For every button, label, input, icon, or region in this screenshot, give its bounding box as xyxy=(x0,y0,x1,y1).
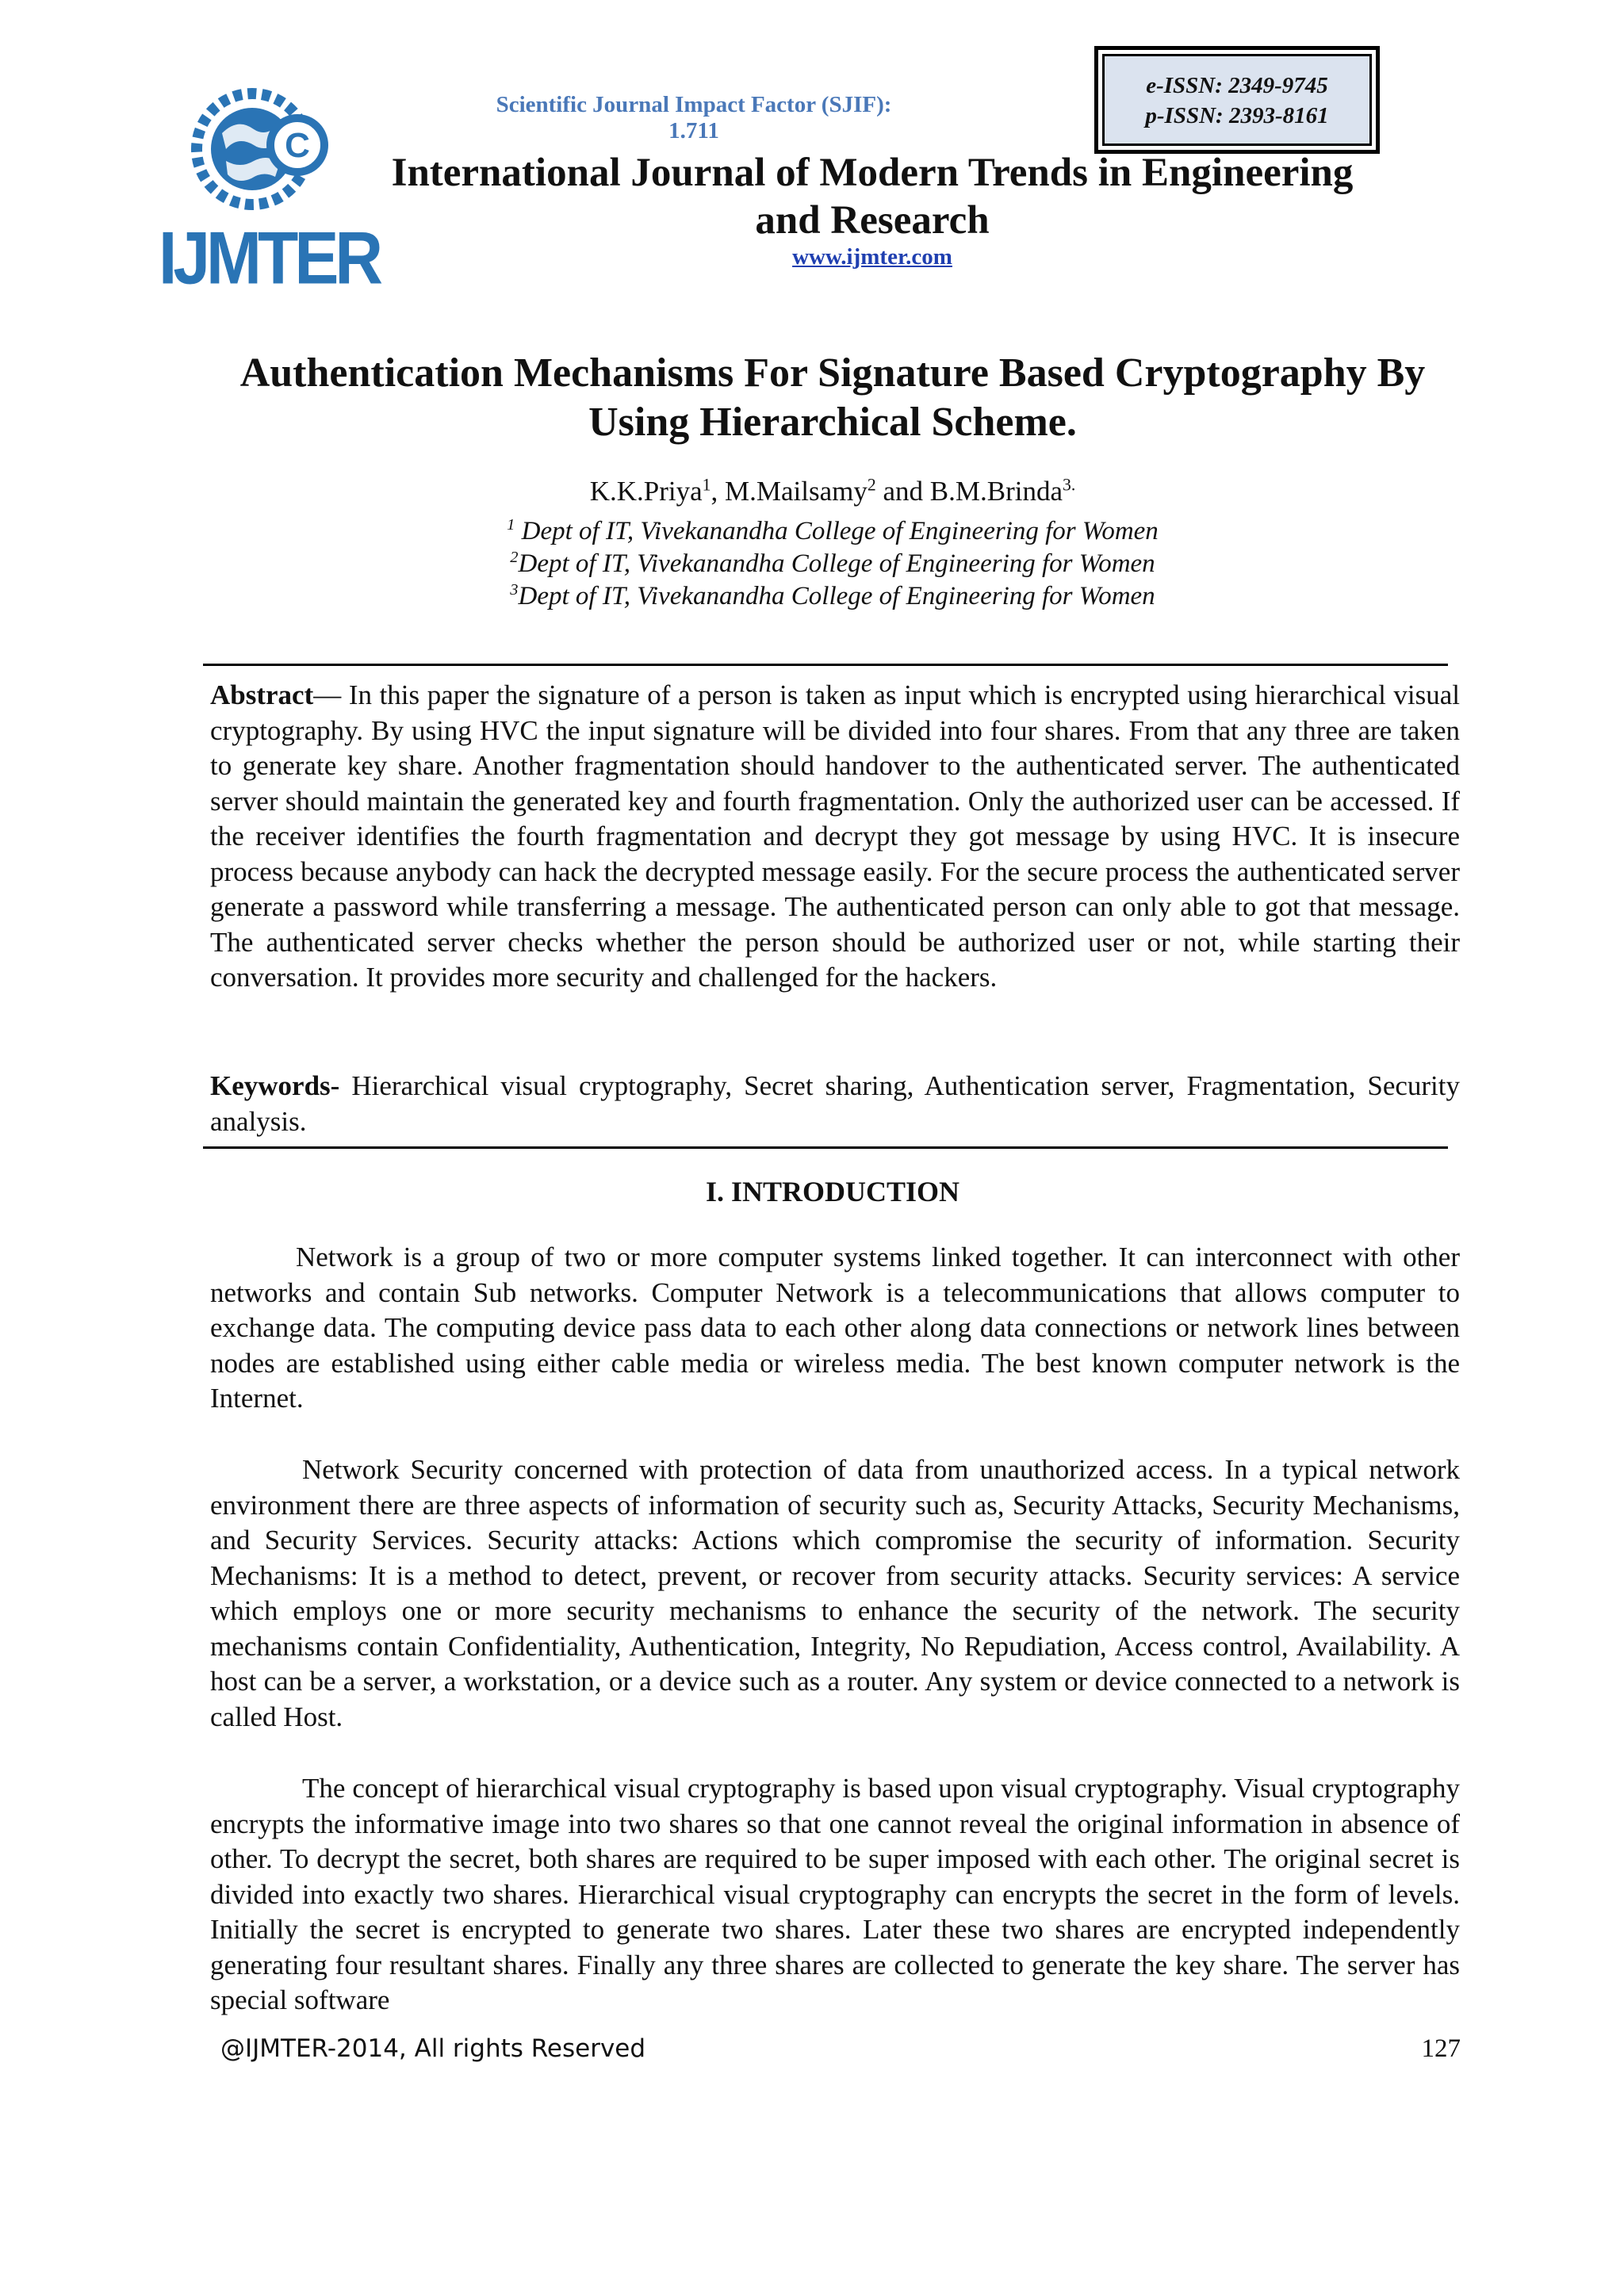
affiliation-2-sup: 2 xyxy=(510,549,519,566)
abstract xyxy=(210,678,1460,996)
abstract-label: Abstract xyxy=(210,679,314,710)
affiliation-1-text: Dept of IT, Vivekanandha College of Engineering for Women xyxy=(515,517,1159,545)
author-list xyxy=(159,474,1507,509)
affiliation-2-text: Dept of IT, Vivekanandha College of Engineering for Women xyxy=(518,549,1155,578)
affiliation-2 xyxy=(159,548,1507,580)
affiliation-3-text: Dept of IT, Vivekanandha College of Engineering for Women xyxy=(518,582,1155,610)
paper-title-line1: Authentication Mechanisms For Signature Based Cryptography By xyxy=(239,350,1426,396)
intro-paragraph-3-text: The concept of hierarchical visual cryptography is based upon visual cryptography. Visual cryptography encrypts the informative image into two shares so that one cannot reveal the original information in absence of other. To decrypt the secret, both shares are required to be super imposed with each other. The original secret is divided into exactly two shares. Hierarchical visual cryptography can encrypts the secret in the form of levels. Initially the secret is encrypted to generate two shares. Later these two shares are encrypted independently generating four resultant shares. Finally any three shares are collected to generate the key share. The server has special software xyxy=(210,1773,1460,2015)
intro-paragraph-1 xyxy=(210,1240,1460,1417)
intro-paragraph-3 xyxy=(210,1771,1460,2019)
author-3-sup: 3. xyxy=(1063,475,1076,495)
paper-title-line2: Using Hierarchical Scheme. xyxy=(588,400,1077,445)
paper-title xyxy=(159,349,1507,447)
impact-factor: Scientific Journal Impact Factor (SJIF): 1.711 xyxy=(496,92,892,144)
logo-wordmark: IJMTER xyxy=(159,216,380,300)
intro-paragraph-1-text: Network is a group of two or more computer systems linked together. It can interconnect with other networks and contain Sub networks. Computer Network is a telecommunications that allows computer to exchange data. The computing device pass data to each other along data connections or network lines between nodes are established using either cable media or wireless media. The best known computer network is the Internet. xyxy=(210,1242,1460,1414)
journal-url-link[interactable]: www.ijmter.com xyxy=(792,244,952,270)
intro-paragraph-2 xyxy=(210,1452,1460,1735)
journal-title-line2: and Research xyxy=(755,198,990,243)
divider-top xyxy=(203,664,1448,666)
affiliation-3-sup: 3 xyxy=(510,581,519,599)
keywords xyxy=(210,1069,1460,1139)
author-1-sup: 1 xyxy=(702,475,711,495)
affiliation-1-sup: 1 xyxy=(507,516,515,534)
journal-title-line1: International Journal of Modern Trends in Engineering xyxy=(391,151,1354,195)
divider-bottom xyxy=(203,1146,1448,1149)
eissn: e-ISSN: 2349-9745 xyxy=(1146,73,1328,98)
svg-text:C: C xyxy=(285,126,310,165)
author-3: B.M.Brinda xyxy=(929,476,1063,507)
page-number: 127 xyxy=(1421,2034,1461,2063)
issn-inner xyxy=(1102,54,1372,146)
affiliation-1 xyxy=(159,515,1507,548)
journal-title xyxy=(341,149,1404,244)
author-1: K.K.Priya xyxy=(589,476,703,507)
keywords-text: Hierarchical visual cryptography, Secret sharing, Authentication server, Fragmentation, Security analysis. xyxy=(210,1070,1460,1137)
abstract-text: — In this paper the signature of a person is taken as input which is encrypted using hierarchical visual cryptography. By using HVC the input signature will be divided into four shares. From that any three are taken to generate key share. Another fragmentation should handover to the authenticated server. The authenticated server should maintain the generated key and fourth fragmentation. Only the authorized user can be accessed. If the receiver identifies the fourth fragmentation and decrypt they got message by using HVC. It is insecure process because anybody can hack the decrypted message easily. For the secure process the authenticated server generate a password while transferring a message. The authenticated person can only able to got that message. The authenticated server checks whether the person should be authorized user or not, while starting their conversation. It provides more security and challenged for the hackers. xyxy=(210,679,1460,993)
pissn: p-ISSN: 2393-8161 xyxy=(1145,103,1329,128)
affiliation-3 xyxy=(159,580,1507,613)
footer-copyright: @IJMTER-2014, All rights Reserved xyxy=(220,2034,646,2063)
intro-paragraph-2-text: Network Security concerned with protection of data from unauthorized access. In a typical network environment there are three aspects of information of security such as, Security Attacks, Security Mechanisms, and Security Services. Security attacks: Actions which compromise the security of information. Security Mechanisms: It is a method to detect, prevent, or recover from security attacks. Security services: A service which employs one or more security mechanisms to enhance the security of the network. The security mechanisms contain Confidentiality, Authentication, Integrity, No Repudiation, Access control, Availability. A host can be a server, a workstation, or a device such as a router. Any system or device connected to a network is called Host. xyxy=(210,1454,1460,1732)
author-2: M.Mailsamy xyxy=(725,476,868,507)
issn-box xyxy=(1094,46,1380,154)
author-2-sup: 2 xyxy=(867,475,876,495)
author-sep-2: and xyxy=(875,476,930,507)
author-sep-1: , xyxy=(710,476,726,507)
keywords-label: Keywords- xyxy=(210,1070,340,1101)
globe-gear-icon xyxy=(197,94,324,205)
affiliation-list xyxy=(159,515,1507,613)
section-heading-introduction: I. INTRODUCTION xyxy=(705,1176,960,1207)
